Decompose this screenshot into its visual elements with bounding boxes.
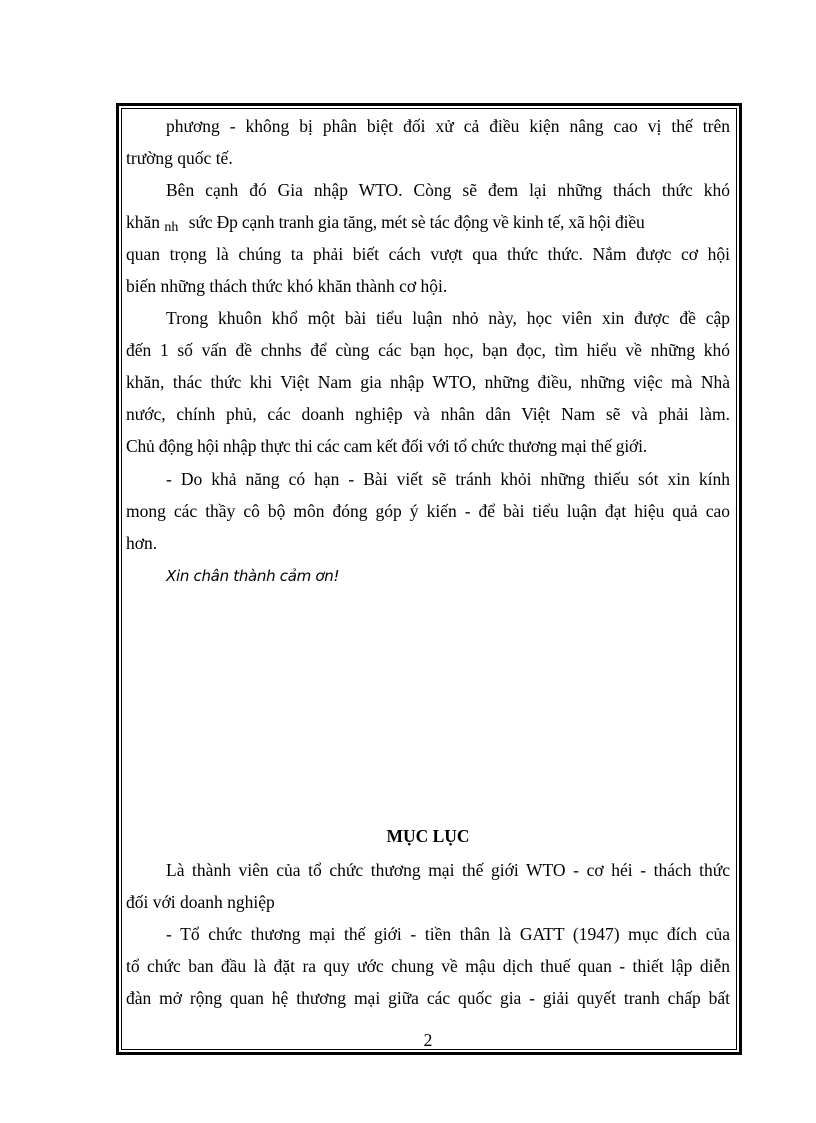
toc-line: - Tổ chức thương mại thế giới - tiền thân là GATT (1947) mục đích của: [166, 924, 730, 944]
toc-line: tổ chức ban đầu là đặt ra quy ước chung về mậu dịch thuế quan - thiết lập diễn: [126, 956, 730, 976]
text-line: phương - không bị phân biệt đối xử cả điều kiện nâng cao vị thế trên: [166, 116, 730, 136]
toc-line: đàn mở rộng quan hệ thương mại giữa các quốc gia - giải quyết tranh chấp bất: [126, 988, 730, 1008]
text-line: quan trọng là chúng ta phải biết cách vượt qua thức thức. Nắm được cơ hội: [126, 244, 730, 264]
toc-line: đối với doanh nghiệp: [126, 892, 275, 912]
text-line: đến 1 số vấn đề chnhs để cùng các bạn học, bạn đọc, tìm hiểu về những khó: [126, 340, 730, 360]
text-line: Chủ động hội nhập thực thi các cam kết đối với tổ chức thương mại thế giới.: [126, 436, 647, 456]
text-line: trường quốc tế.: [126, 148, 233, 168]
text-line: - Do khả năng có hạn - Bài viết sẽ tránh khỏi những thiếu sót xin kính: [166, 469, 730, 489]
text-fragment: khăn: [126, 212, 161, 232]
toc-title: MỤC LỤC: [386, 826, 470, 846]
closing-thanks: Xin chân thành cảm ơn!: [166, 567, 340, 585]
text-fragment: nh: [164, 220, 179, 235]
text-line: nước, chính phủ, các doanh nghiệp và nhân dân Việt Nam sẽ và phải làm.: [126, 404, 730, 424]
text-line: khăn, thác thức khi Việt Nam gia nhập WTO, những điều, những việc mà Nhà: [126, 372, 730, 392]
text-line: mong các thầy cô bộ môn đóng góp ý kiến - để bài tiểu luận đạt hiệu quả cao: [126, 501, 730, 521]
page-number: 2: [423, 1030, 433, 1050]
text-fragment: sức Đp cạnh tranh gia tăng, mét sè tác động về kinh tế, xã hội điều: [188, 212, 645, 232]
text-line: hơn.: [126, 533, 158, 553]
text-line: Trong khuôn khổ một bài tiểu luận nhỏ này, học viên xin được đề cập: [166, 308, 730, 328]
text-line: [126, 212, 730, 238]
toc-line: Là thành viên của tổ chức thương mại thế giới WTO - cơ héi - thách thức: [166, 860, 730, 880]
text-line: biến những thách thức khó khăn thành cơ hội.: [126, 276, 448, 296]
text-line: Bên cạnh đó Gia nhập WTO. Còng sẽ đem lại những thách thức khó: [166, 180, 730, 200]
